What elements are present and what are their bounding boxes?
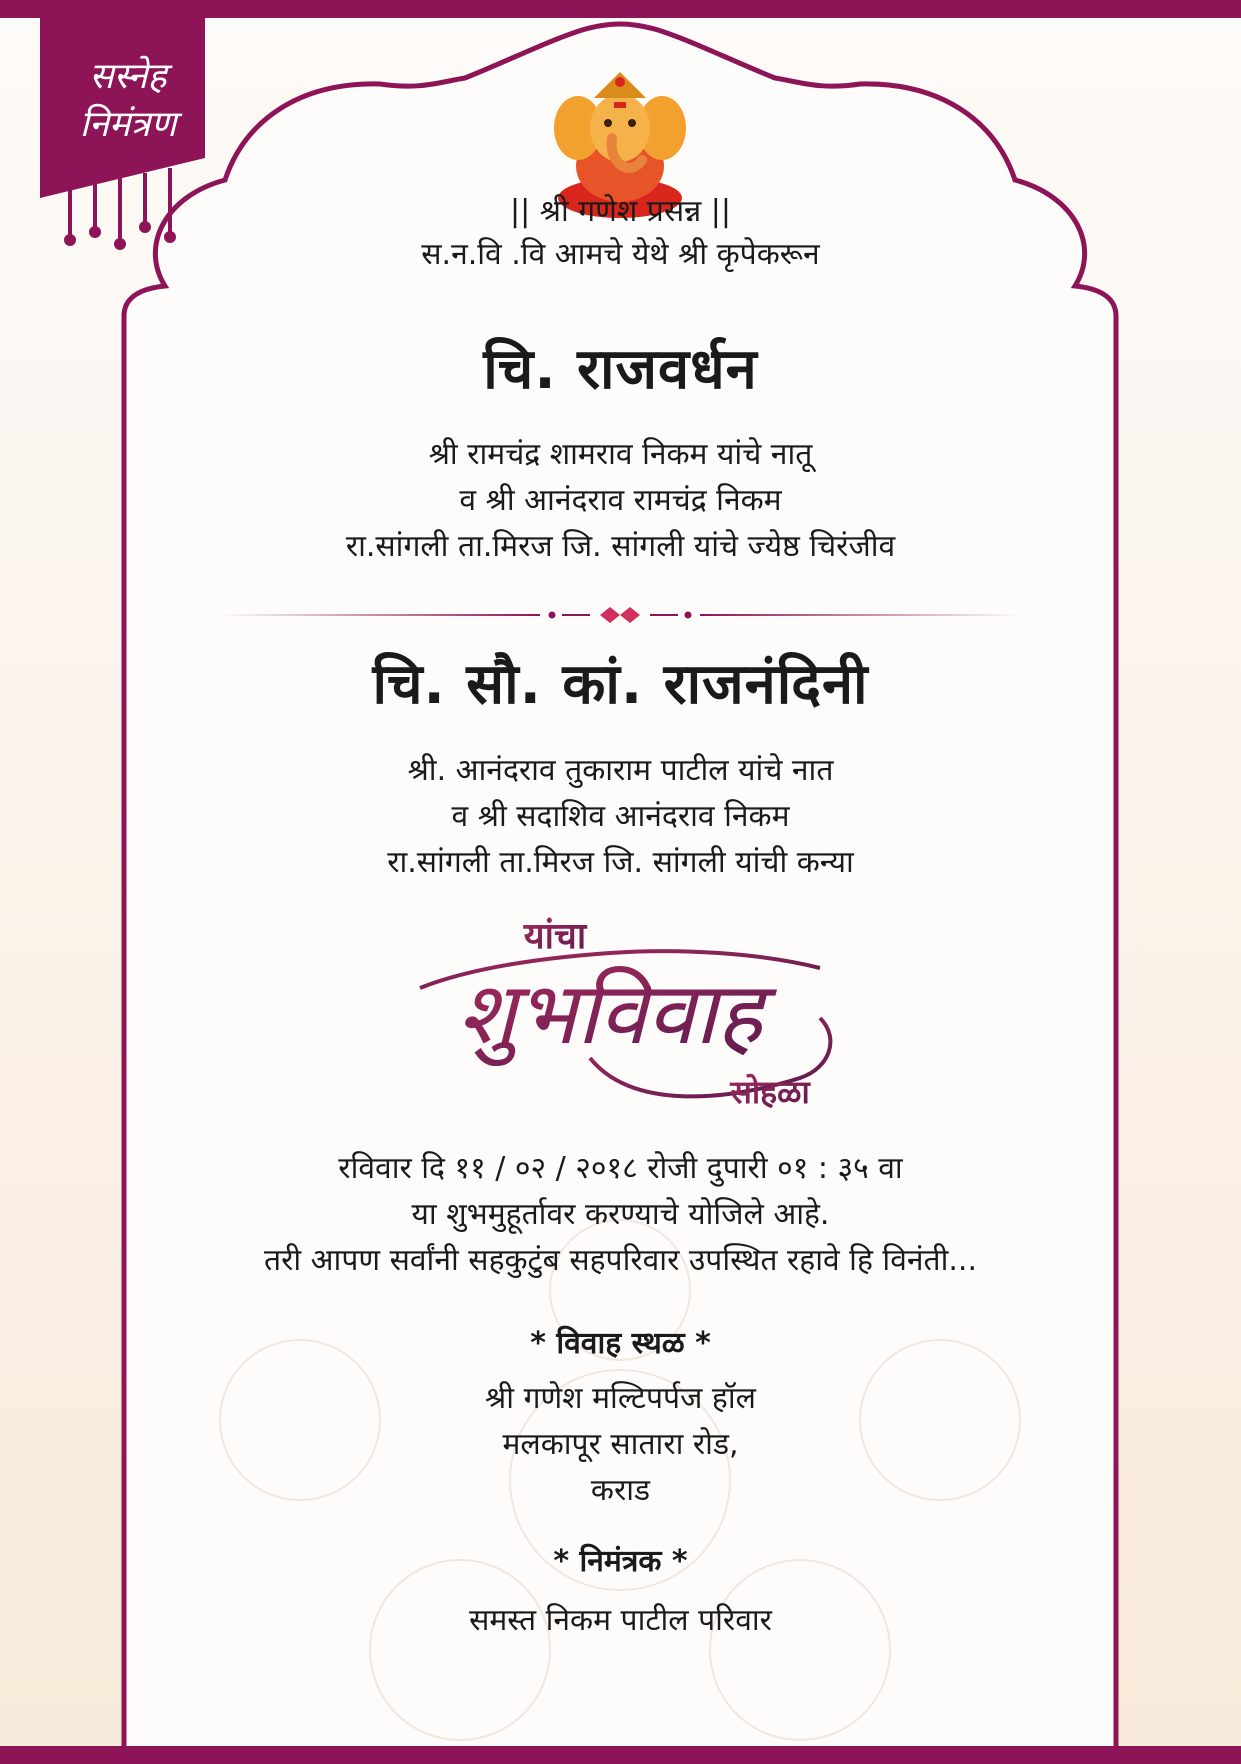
ceremony-line-3: तरी आपण सर्वांनी सहकुटुंब सहपरिवार उपस्थित रहावे हि विनंती... [264, 1243, 977, 1278]
bride-line-2: व श्री सदाशिव आनंदराव निकम [451, 799, 790, 834]
badge-line1: सस्नेह [89, 56, 167, 97]
venue-heading: * विवाह स्थळ * [530, 1326, 711, 1361]
groom-line-3: रा.सांगली ता.मिरज जि. सांगली यांचे ज्येष्ठ चिरंजीव [345, 529, 896, 564]
groom-name: चि. राजवर्धन [483, 337, 758, 402]
groom-line-2: व श्री आनंदराव रामचंद्र निकम [459, 483, 782, 518]
ceremony-line-1: रविवार दि ११ / ०२ / २०१८ रोजी दुपारी ०१ : ३५ वा [338, 1151, 903, 1186]
bride-name: चि. सौ. कां. राजनंदिनी [372, 652, 869, 717]
shubhvivah-title [380, 898, 860, 1118]
invocation-text: || श्री गणेश प्रसन्न || [509, 194, 731, 229]
badge-line2: निमंत्रण [79, 104, 177, 145]
bride-line-1: श्री. आनंदराव तुकाराम पाटील यांचे नात [407, 753, 834, 788]
ornamental-divider [220, 605, 1020, 625]
bride-line-3: रा.सांगली ता.मिरज जि. सांगली यांची कन्या [387, 845, 854, 880]
ceremony-line-2: या शुभमुहूर्तावर करण्याचे योजिले आहे. [411, 1197, 830, 1232]
intro-text: स.न.वि .वि आमचे येथे श्री कृपेकरून [421, 237, 820, 272]
inviter-heading: * निमंत्रक * [553, 1544, 688, 1579]
groom-line-1: श्री रामचंद्र शामराव निकम यांचे नातू [428, 437, 813, 472]
title-top: यांचा [523, 916, 587, 957]
venue-line-2: मलकापूर सातारा रोड, [502, 1427, 739, 1462]
inviter-name: समस्त निकम पाटील परिवार [469, 1603, 772, 1638]
venue-line-1: श्री गणेश मल्टिपर्पज हॉल [485, 1381, 756, 1416]
title-main: शुभविवाह [457, 964, 763, 1064]
bottom-border-band [0, 1746, 1241, 1764]
title-bottom: सोहळा [730, 1073, 810, 1111]
venue-line-3: कराड [590, 1473, 651, 1508]
